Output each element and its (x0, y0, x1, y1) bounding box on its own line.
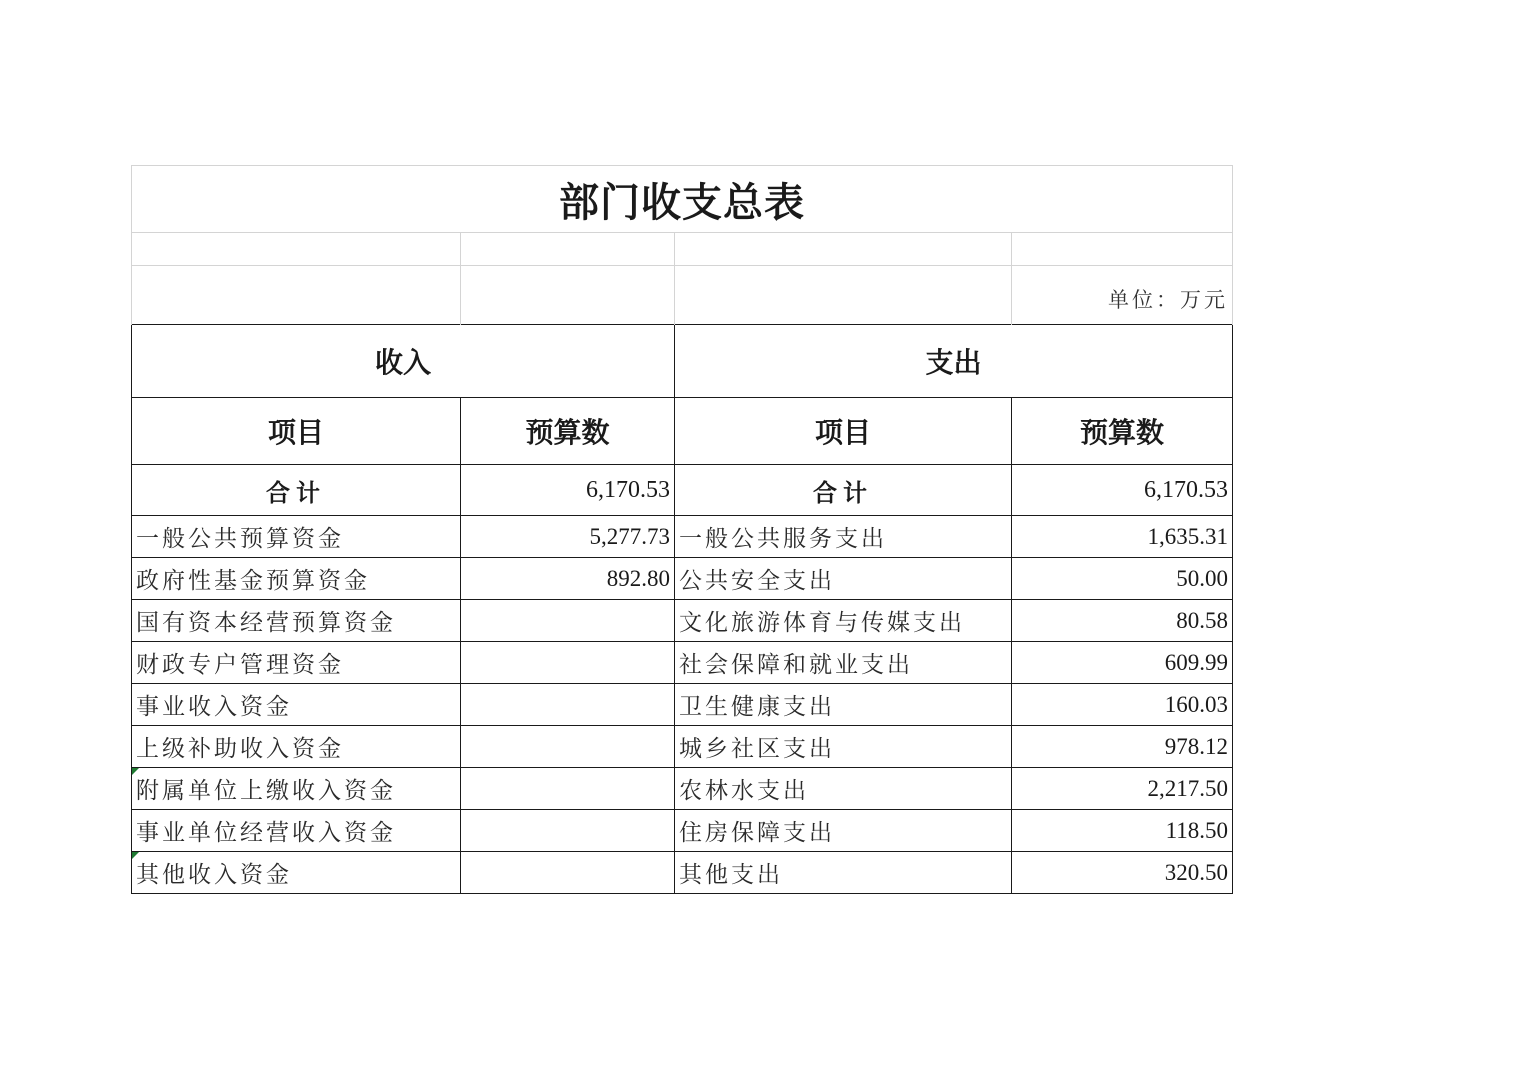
page-title: 部门收支总表 (132, 166, 1233, 233)
income-value: 5,277.73 (461, 516, 675, 558)
income-value (461, 642, 675, 684)
unit-label: 单位：万元 (1012, 266, 1233, 325)
table-row (132, 516, 1233, 558)
expense-value: 118.50 (1012, 810, 1233, 852)
budget-table (131, 165, 1233, 894)
income-item: 上级补助收入资金 (132, 726, 461, 768)
income-item: 其他收入资金 (132, 852, 461, 894)
income-value (461, 600, 675, 642)
expense-item-header: 项目 (675, 398, 1012, 465)
expense-value: 50.00 (1012, 558, 1233, 600)
income-item: 事业收入资金 (132, 684, 461, 726)
expense-total-value: 6,170.53 (1012, 465, 1233, 516)
expense-item: 住房保障支出 (675, 810, 1012, 852)
expense-item: 其他支出 (675, 852, 1012, 894)
budget-sheet (131, 165, 1232, 894)
expense-item: 城乡社区支出 (675, 726, 1012, 768)
expense-group-header: 支出 (675, 325, 1233, 398)
expense-budget-header: 预算数 (1012, 398, 1233, 465)
expense-value: 609.99 (1012, 642, 1233, 684)
expense-item: 一般公共服务支出 (675, 516, 1012, 558)
income-group-header: 收入 (132, 325, 675, 398)
income-item-header: 项目 (132, 398, 461, 465)
income-item: 财政专户管理资金 (132, 642, 461, 684)
expense-value: 2,217.50 (1012, 768, 1233, 810)
expense-total-label: 合计 (675, 465, 1012, 516)
income-value (461, 810, 675, 852)
table-row (132, 852, 1233, 894)
blank-cell (675, 233, 1012, 266)
income-value: 892.80 (461, 558, 675, 600)
expense-item: 公共安全支出 (675, 558, 1012, 600)
table-row (132, 600, 1233, 642)
expense-item: 文化旅游体育与传媒支出 (675, 600, 1012, 642)
table-row (132, 558, 1233, 600)
blank-cell (132, 233, 461, 266)
expense-value: 80.58 (1012, 600, 1233, 642)
table-row (132, 642, 1233, 684)
total-row (132, 465, 1233, 516)
income-item: 国有资本经营预算资金 (132, 600, 461, 642)
income-item: 政府性基金预算资金 (132, 558, 461, 600)
expense-item: 卫生健康支出 (675, 684, 1012, 726)
blank-cell (1012, 233, 1233, 266)
blank-cell (675, 266, 1012, 325)
blank-cell (461, 266, 675, 325)
table-row (132, 684, 1233, 726)
blank-cell (461, 233, 675, 266)
table-row (132, 726, 1233, 768)
expense-item: 社会保障和就业支出 (675, 642, 1012, 684)
income-total-value: 6,170.53 (461, 465, 675, 516)
income-value (461, 852, 675, 894)
table-row (132, 810, 1233, 852)
expense-value: 320.50 (1012, 852, 1233, 894)
income-item: 附属单位上缴收入资金 (132, 768, 461, 810)
income-item: 一般公共预算资金 (132, 516, 461, 558)
expense-value: 978.12 (1012, 726, 1233, 768)
income-total-label: 合计 (132, 465, 461, 516)
income-item: 事业单位经营收入资金 (132, 810, 461, 852)
table-row (132, 768, 1233, 810)
income-value (461, 684, 675, 726)
expense-item: 农林水支出 (675, 768, 1012, 810)
income-value (461, 726, 675, 768)
blank-cell (132, 266, 461, 325)
income-budget-header: 预算数 (461, 398, 675, 465)
expense-value: 160.03 (1012, 684, 1233, 726)
expense-value: 1,635.31 (1012, 516, 1233, 558)
income-value (461, 768, 675, 810)
